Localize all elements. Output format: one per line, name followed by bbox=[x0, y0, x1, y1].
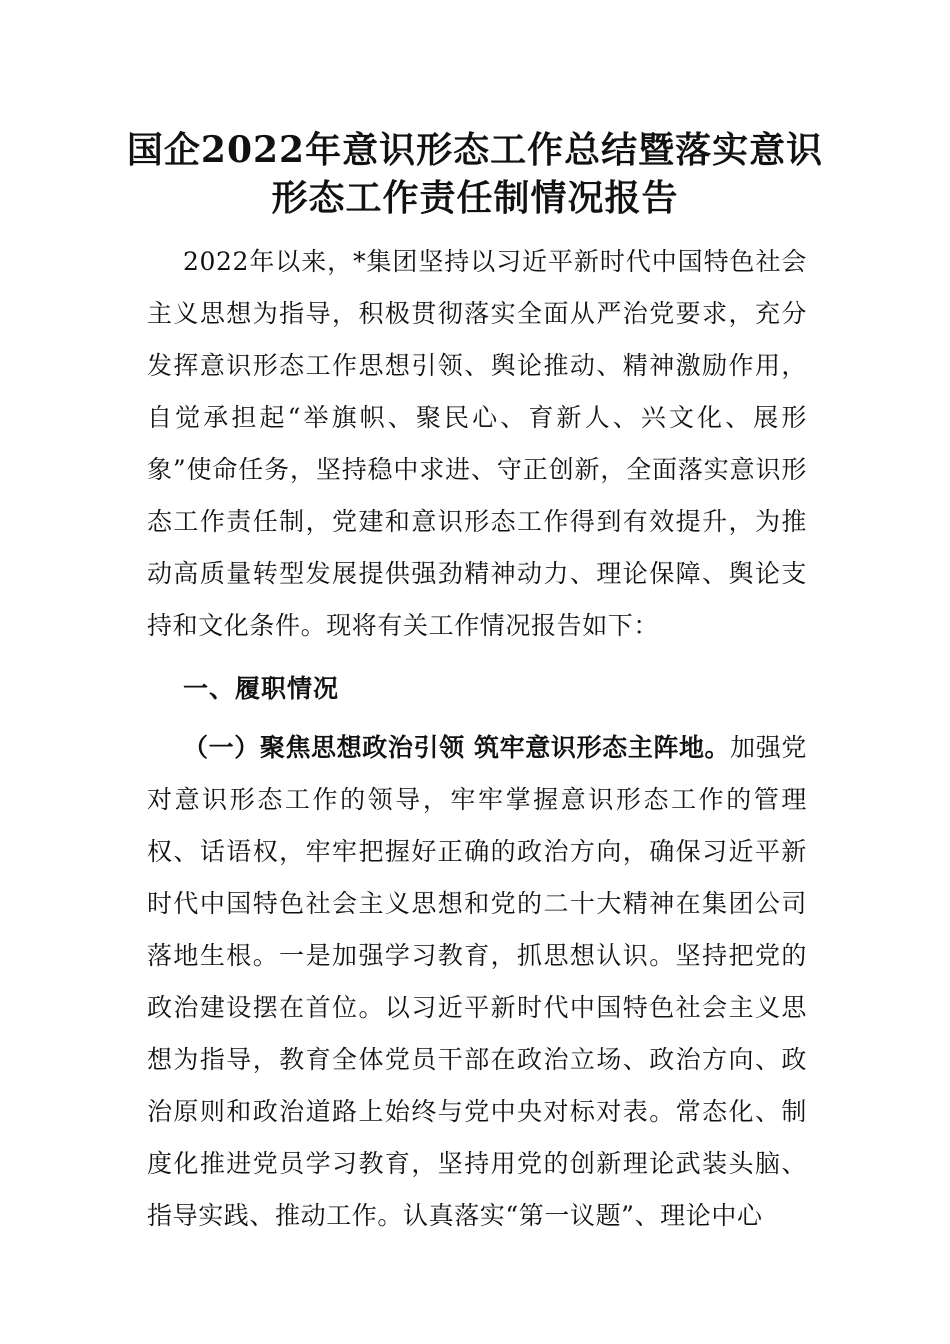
document-title bbox=[100, 126, 850, 222]
title-line-1: 国企2022年意识形态工作总结暨落实意识 bbox=[126, 129, 824, 171]
intro-paragraph: 2022年以来，*集团坚持以习近平新时代中国特色社会主义思想为指导，积极贯彻落实全面从严治党要求，充分发挥意识形态工作思想引领、舆论推动、精神激励作用，自觉承担起“举旗帜、聚民心、育新人、兴文化、展形象”使命任务，坚持稳中求进、守正创新，全面落实意识形态工作责任制，党建和意识形态工作得到有效提升，为推动高质量转型发展提供强劲精神动力、理论保障、舆论支持和文化条件。现将有关工作情况报告如下： bbox=[147, 247, 807, 640]
section-heading: 一、履职情况 bbox=[183, 674, 340, 703]
subsection-paragraph bbox=[147, 722, 807, 1242]
title-line-2: 形态工作责任制情况报告 bbox=[271, 177, 679, 219]
subsection-text: 加强党对意识形态工作的领导，牢牢掌握意识形态工作的管理权、话语权，牢牢把握好正确的政治方向，确保习近平新时代中国特色社会主义思想和党的二十大精神在集团公司落地生根。一是加强学习教育，抓思想认识。坚持把党的政治建设摆在首位。以习近平新时代中国特色社会主义思想为指导，教育全体党员干部在政治立场、政治方向、政治原则和政治道路上始终与党中央对标对表。常态化、制度化推进党员学习教育，坚持用党的创新理论武装头脑、指导实践、推动工作。认真落实“第一议题”、理论中心 bbox=[147, 733, 807, 1230]
subsection-lead: （一）聚焦思想政治引领 筑牢意识形态主阵地。 bbox=[183, 733, 731, 762]
